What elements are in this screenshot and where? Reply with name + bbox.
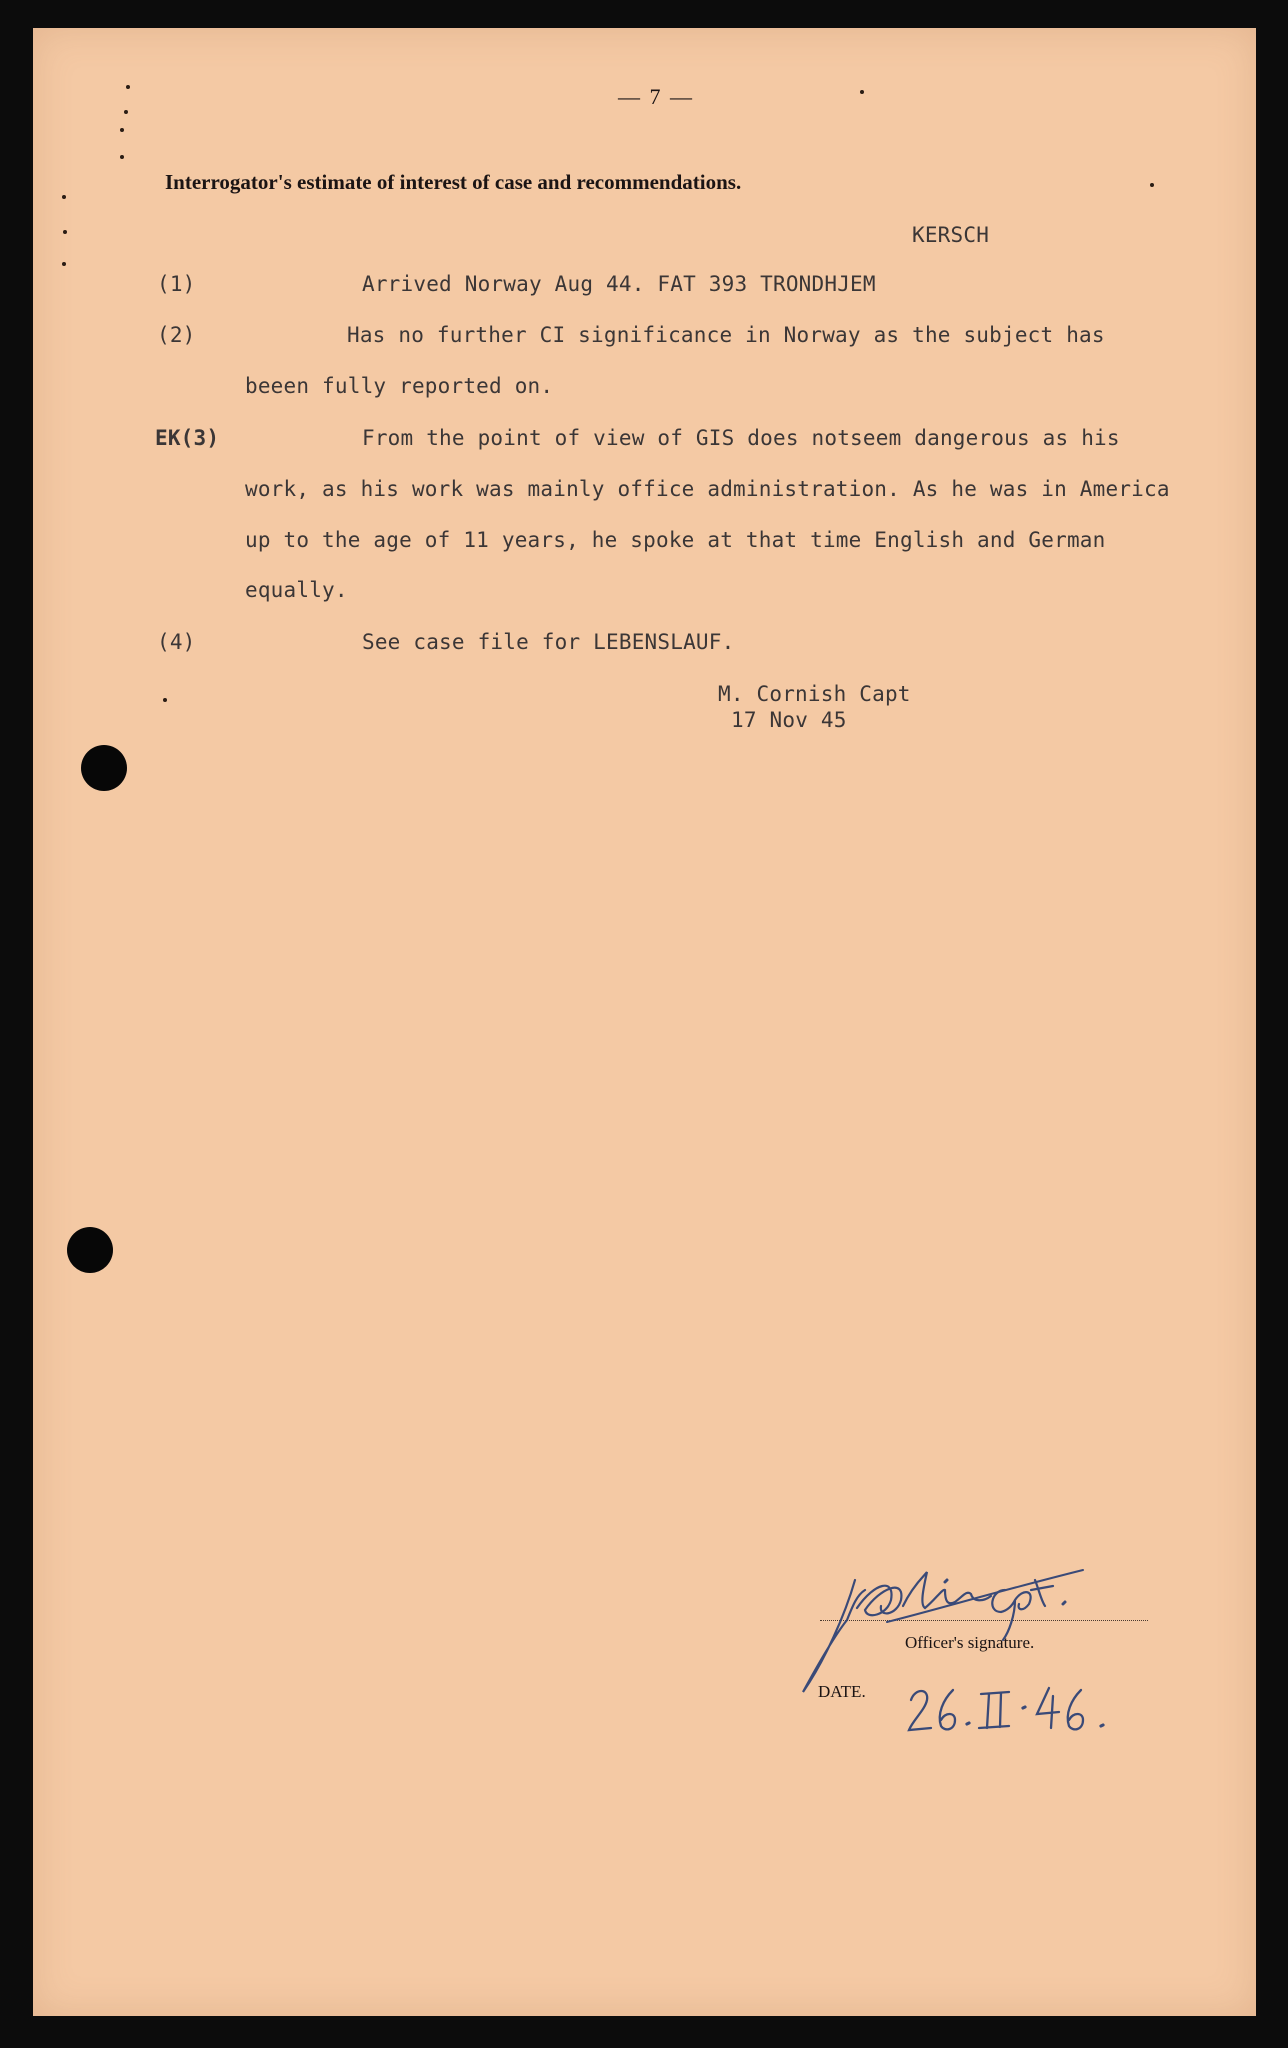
item-number: EK(3) (155, 426, 220, 450)
item-line: work, as his work was mainly office administration. As he was in America (245, 477, 1170, 501)
author-date: 17 Nov 45 (731, 708, 847, 732)
paper-speck (163, 698, 167, 702)
item-number: (2) (157, 323, 196, 347)
paper-speck (63, 230, 67, 234)
date-label: DATE. (818, 1682, 866, 1701)
paper-speck (62, 195, 66, 199)
item-line: Has no further CI significance in Norway as the subject has (347, 323, 1105, 347)
paper-speck (860, 90, 864, 94)
punch-hole-bottom (67, 1227, 113, 1273)
item-line: See case file for LEBENSLAUF. (362, 630, 735, 654)
item-line: equally. (245, 578, 348, 602)
item-number: (4) (157, 630, 196, 654)
handwritten-signature (795, 1560, 1095, 1700)
form-header: Interrogator's estimate of interest of case and recommendations. (165, 170, 742, 194)
subject-name: KERSCH (912, 223, 990, 247)
date-scribble (905, 1682, 1120, 1742)
paper-speck (120, 155, 124, 159)
paper-speck (126, 85, 130, 89)
paper-speck (124, 110, 128, 114)
paper-speck (62, 262, 66, 266)
paper-speck (1150, 183, 1154, 187)
paper-speck (120, 128, 124, 132)
scan-margin (0, 0, 33, 2048)
signature-label: Officer's signature. (905, 1633, 1035, 1652)
item-line: up to the age of 11 years, he spoke at that time English and German (245, 528, 1106, 552)
handwritten-date (905, 1682, 1120, 1742)
signature-scribble (795, 1560, 1095, 1700)
page-number: — 7 — (618, 84, 694, 109)
item-line: From the point of view of GIS does notseem dangerous as his (362, 426, 1120, 450)
item-line: beeen fully reported on. (245, 374, 554, 398)
item-line: Arrived Norway Aug 44. FAT 393 TRONDHJEM (362, 272, 876, 296)
item-number: (1) (157, 272, 196, 296)
punch-hole-top (81, 745, 127, 791)
author-signature: M. Cornish Capt (718, 682, 911, 706)
